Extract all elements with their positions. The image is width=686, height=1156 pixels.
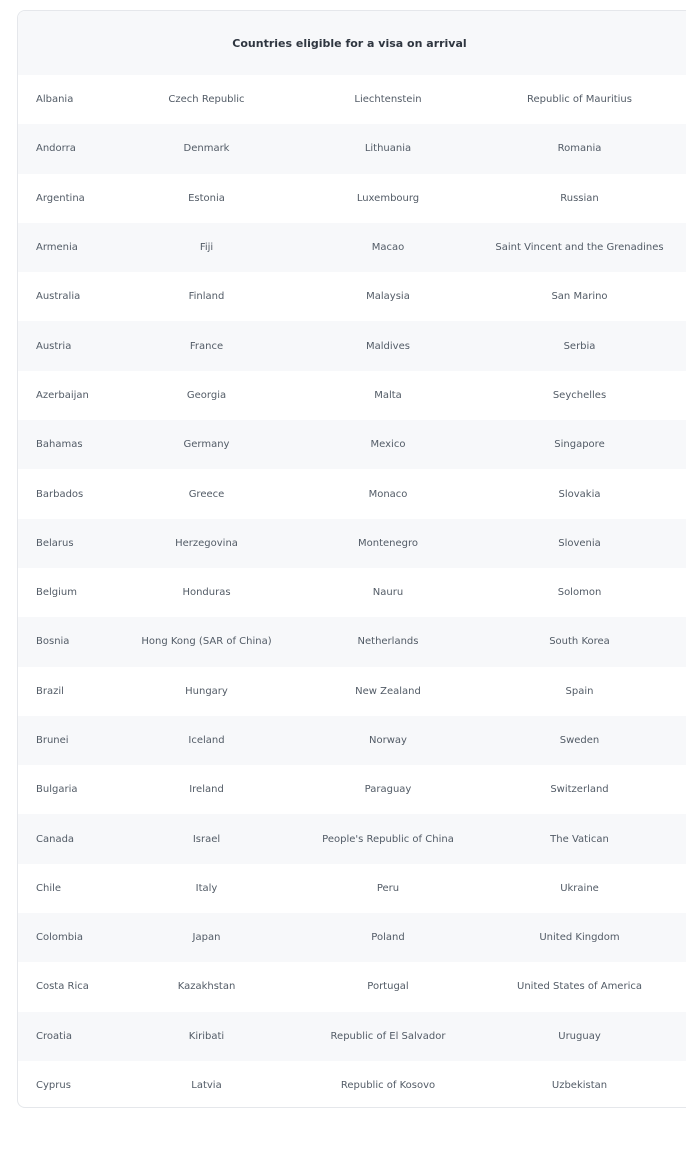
- country-cell: Monaco: [368, 488, 408, 500]
- country-cell: Romania: [471, 124, 686, 173]
- country-cell: France: [108, 321, 305, 370]
- country-cell: Uruguay: [471, 1012, 686, 1061]
- country-cell: Austria: [18, 321, 108, 370]
- country-cell: Armenia: [18, 223, 108, 272]
- countries-table: [18, 75, 686, 1108]
- country-cell: South Korea: [471, 617, 686, 666]
- country-cell: Kazakhstan: [177, 981, 236, 993]
- country-cell: Belgium: [36, 587, 77, 599]
- table-row: [18, 864, 686, 913]
- country-cell: Peru: [376, 882, 400, 894]
- country-cell: Costa Rica: [36, 981, 89, 993]
- country-cell: Cyprus: [36, 1080, 71, 1092]
- country-cell: Switzerland: [550, 784, 609, 796]
- country-cell: Netherlands: [305, 617, 471, 666]
- table-row: [18, 272, 686, 321]
- country-cell: San Marino: [551, 291, 608, 303]
- visa-countries-card: [17, 10, 686, 1108]
- country-cell: Fiji: [108, 223, 305, 272]
- country-cell: Ukraine: [560, 882, 599, 894]
- country-cell: Mexico: [305, 420, 471, 469]
- country-cell: Nauru: [372, 587, 404, 599]
- country-cell: Argentina: [36, 192, 85, 204]
- country-cell: Saint Vincent and the Grenadines: [471, 223, 686, 272]
- country-cell: Belarus: [18, 519, 108, 568]
- country-cell: Kiribati: [108, 1012, 305, 1061]
- country-cell: Albania: [36, 94, 74, 106]
- table-row: [18, 765, 686, 814]
- country-cell: Bahamas: [18, 420, 108, 469]
- country-cell: United States of America: [517, 981, 642, 993]
- table-row: [18, 321, 686, 370]
- country-cell: Herzegovina: [108, 519, 305, 568]
- country-cell: United Kingdom: [471, 913, 686, 962]
- country-cell: Brunei: [18, 716, 108, 765]
- country-cell: Malaysia: [366, 291, 410, 303]
- country-cell: People's Republic of China: [305, 814, 471, 863]
- table-row: [18, 223, 686, 272]
- country-cell: Serbia: [471, 321, 686, 370]
- table-row: [18, 814, 686, 863]
- country-cell: Colombia: [18, 913, 108, 962]
- country-cell: Australia: [36, 291, 81, 303]
- country-cell: Latvia: [191, 1080, 222, 1092]
- table-row: [18, 1061, 686, 1108]
- table-row: [18, 174, 686, 223]
- country-cell: Republic of El Salvador: [305, 1012, 471, 1061]
- country-cell: The Vatican: [471, 814, 686, 863]
- country-cell: Liechtenstein: [354, 94, 422, 106]
- country-cell: Germany: [108, 420, 305, 469]
- table-row: [18, 667, 686, 716]
- country-cell: Maldives: [305, 321, 471, 370]
- country-cell: Sweden: [471, 716, 686, 765]
- country-cell: New Zealand: [355, 685, 421, 697]
- country-cell: Bulgaria: [36, 784, 78, 796]
- country-cell: Singapore: [471, 420, 686, 469]
- country-cell: Poland: [305, 913, 471, 962]
- table-title: Countries eligible for a visa on arrival: [18, 11, 686, 75]
- country-cell: Hong Kong (SAR of China): [108, 617, 305, 666]
- country-cell: Luxembourg: [356, 192, 420, 204]
- country-cell: Bosnia: [18, 617, 108, 666]
- country-cell: Russian: [560, 192, 599, 204]
- country-cell: Andorra: [18, 124, 108, 173]
- country-cell: Barbados: [36, 488, 84, 500]
- country-cell: Estonia: [188, 192, 225, 204]
- country-cell: Italy: [195, 882, 218, 894]
- table-row: [18, 469, 686, 518]
- country-cell: Republic of Kosovo: [340, 1080, 436, 1092]
- country-cell: Seychelles: [552, 389, 607, 401]
- country-cell: Iceland: [108, 716, 305, 765]
- country-cell: Paraguay: [364, 784, 412, 796]
- country-cell: Brazil: [36, 685, 64, 697]
- country-cell: Slovenia: [471, 519, 686, 568]
- country-cell: Lithuania: [305, 124, 471, 173]
- country-cell: Solomon: [557, 587, 602, 599]
- country-cell: Finland: [188, 291, 225, 303]
- country-cell: Greece: [188, 488, 225, 500]
- country-cell: Czech Republic: [168, 94, 245, 106]
- country-cell: Honduras: [182, 587, 231, 599]
- table-row: [18, 617, 686, 666]
- table-row: [18, 519, 686, 568]
- table-row: [18, 1012, 686, 1061]
- country-cell: Georgia: [186, 389, 227, 401]
- country-cell: Uzbekistan: [551, 1080, 608, 1092]
- country-cell: Canada: [18, 814, 108, 863]
- country-cell: Montenegro: [305, 519, 471, 568]
- table-row: [18, 124, 686, 173]
- countries-table-body: [18, 75, 686, 1108]
- country-cell: Croatia: [18, 1012, 108, 1061]
- table-row: [18, 568, 686, 617]
- table-row: [18, 371, 686, 420]
- country-cell: Spain: [565, 685, 594, 697]
- table-row: [18, 913, 686, 962]
- country-cell: Denmark: [108, 124, 305, 173]
- table-row: [18, 962, 686, 1011]
- country-cell: Slovakia: [558, 488, 601, 500]
- country-cell: Azerbaijan: [36, 389, 89, 401]
- country-cell: Israel: [108, 814, 305, 863]
- country-cell: Norway: [305, 716, 471, 765]
- country-cell: Malta: [374, 389, 402, 401]
- country-cell: Macao: [305, 223, 471, 272]
- country-cell: Japan: [108, 913, 305, 962]
- country-cell: Portugal: [367, 981, 409, 993]
- table-row: [18, 420, 686, 469]
- country-cell: Republic of Mauritius: [527, 94, 632, 106]
- country-cell: Chile: [36, 882, 62, 894]
- country-cell: Hungary: [185, 685, 228, 697]
- country-cell: Ireland: [189, 784, 224, 796]
- table-row: [18, 716, 686, 765]
- table-row: [18, 75, 686, 124]
